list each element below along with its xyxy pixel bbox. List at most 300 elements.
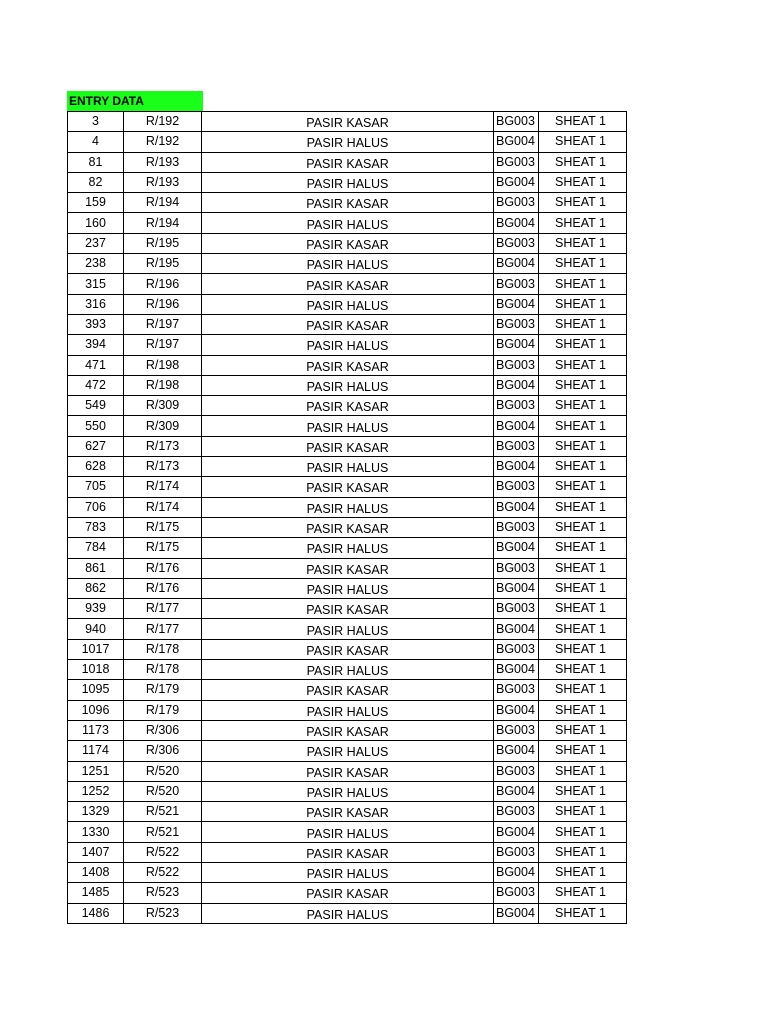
row-number-cell-text: 549 (85, 398, 106, 413)
code-cell[interactable] (494, 497, 539, 517)
reference-cell[interactable] (124, 314, 202, 334)
table-row (68, 781, 627, 801)
sheet-cell[interactable] (539, 396, 627, 416)
code-cell-text: BG003 (496, 560, 535, 575)
sheet-cell[interactable] (539, 294, 627, 314)
sheet-cell-text: SHEAT 1 (555, 215, 606, 230)
sheet-cell[interactable] (539, 436, 627, 456)
row-number-cell[interactable] (68, 375, 124, 395)
reference-cell[interactable] (124, 396, 202, 416)
material-cell[interactable] (202, 538, 494, 558)
code-cell[interactable] (494, 233, 539, 253)
code-cell[interactable] (494, 578, 539, 598)
material-cell-text: PASIR HALUS (306, 867, 389, 882)
reference-cell[interactable] (124, 862, 202, 882)
row-number-cell[interactable] (68, 781, 124, 801)
row-number-cell[interactable] (68, 761, 124, 781)
row-number-cell-text: 550 (85, 418, 106, 433)
reference-cell-text: R/178 (145, 641, 180, 656)
reference-cell-text: R/194 (145, 215, 180, 230)
sheet-cell[interactable] (539, 213, 627, 233)
sheet-cell[interactable] (539, 355, 627, 375)
row-number-cell-text: 861 (85, 560, 106, 575)
sheet-cell[interactable] (539, 680, 627, 700)
code-cell-text: BG003 (496, 154, 535, 169)
material-cell-text: PASIR HALUS (306, 177, 389, 192)
material-cell[interactable] (202, 436, 494, 456)
sheet-cell[interactable] (539, 578, 627, 598)
reference-cell-text: R/197 (145, 317, 180, 332)
reference-cell[interactable] (124, 680, 202, 700)
reference-cell[interactable] (124, 903, 202, 923)
row-number-cell[interactable] (68, 660, 124, 680)
reference-cell-text: R/521 (145, 804, 180, 819)
code-cell-text: BG004 (496, 256, 535, 271)
reference-cell-text: R/196 (145, 296, 180, 311)
row-number-cell[interactable] (68, 193, 124, 213)
row-number-cell[interactable] (68, 335, 124, 355)
code-cell-text: BG003 (496, 438, 535, 453)
reference-cell-text: R/309 (145, 398, 180, 413)
code-cell[interactable] (494, 294, 539, 314)
material-cell-text: PASIR KASAR (306, 400, 389, 415)
code-cell[interactable] (494, 639, 539, 659)
sheet-cell[interactable] (539, 274, 627, 294)
material-cell-text: PASIR KASAR (306, 603, 389, 618)
reference-cell[interactable] (124, 132, 202, 152)
reference-cell[interactable] (124, 517, 202, 537)
code-cell[interactable] (494, 700, 539, 720)
sheet-cell[interactable] (539, 761, 627, 781)
row-number-cell[interactable] (68, 538, 124, 558)
code-cell[interactable] (494, 213, 539, 233)
code-cell[interactable] (494, 335, 539, 355)
reference-cell-text: R/178 (145, 662, 180, 677)
code-cell[interactable] (494, 781, 539, 801)
sheet-cell-text: SHEAT 1 (555, 682, 606, 697)
row-number-cell[interactable] (68, 842, 124, 862)
sheet-cell[interactable] (539, 883, 627, 903)
row-number-cell-text: 472 (85, 378, 106, 392)
reference-cell[interactable] (124, 822, 202, 842)
entry-data-table (67, 111, 627, 924)
sheet-cell-text: SHEAT 1 (555, 296, 606, 311)
reference-cell[interactable] (124, 578, 202, 598)
row-number-cell[interactable] (68, 254, 124, 274)
row-number-cell[interactable] (68, 172, 124, 192)
table-row (68, 132, 627, 152)
sheet-cell[interactable] (539, 802, 627, 822)
table-row (68, 457, 627, 477)
material-cell[interactable] (202, 720, 494, 740)
material-cell[interactable] (202, 660, 494, 680)
row-number-cell[interactable] (68, 883, 124, 903)
row-number-cell[interactable] (68, 416, 124, 436)
sheet-cell[interactable] (539, 660, 627, 680)
row-number-cell[interactable] (68, 436, 124, 456)
material-cell[interactable] (202, 761, 494, 781)
row-number-cell[interactable] (68, 802, 124, 822)
sheet-cell-text: SHEAT 1 (555, 783, 606, 798)
material-cell-text: PASIR HALUS (306, 420, 389, 435)
reference-cell-text: R/197 (145, 337, 180, 352)
code-cell[interactable] (494, 274, 539, 294)
material-cell-text: PASIR HALUS (306, 785, 389, 800)
reference-cell-text: R/521 (145, 824, 180, 839)
material-cell[interactable] (202, 700, 494, 720)
reference-cell-text: R/520 (145, 783, 180, 798)
sheet-cell[interactable] (539, 720, 627, 740)
row-number-cell[interactable] (68, 314, 124, 334)
sheet-cell[interactable] (539, 112, 627, 132)
sheet-cell-text: SHEAT 1 (555, 134, 606, 149)
table-row (68, 660, 627, 680)
material-cell[interactable] (202, 294, 494, 314)
sheet-cell[interactable] (539, 619, 627, 639)
row-number-cell-text: 394 (85, 337, 106, 352)
row-number-cell[interactable] (68, 294, 124, 314)
sheet-cell[interactable] (539, 517, 627, 537)
sheet-cell[interactable] (539, 842, 627, 862)
material-cell[interactable] (202, 375, 494, 395)
reference-cell[interactable] (124, 294, 202, 314)
table-row (68, 517, 627, 537)
code-cell[interactable] (494, 152, 539, 172)
reference-cell[interactable] (124, 781, 202, 801)
row-number-cell[interactable] (68, 152, 124, 172)
sheet-cell-text: SHEAT 1 (555, 520, 606, 535)
row-number-cell[interactable] (68, 457, 124, 477)
reference-cell[interactable] (124, 599, 202, 619)
table-row (68, 883, 627, 903)
material-cell[interactable] (202, 619, 494, 639)
material-cell[interactable] (202, 883, 494, 903)
code-cell[interactable] (494, 599, 539, 619)
material-cell-text: PASIR HALUS (306, 704, 389, 719)
material-cell-text: PASIR KASAR (306, 319, 389, 334)
reference-cell-text: R/523 (145, 885, 180, 900)
code-cell[interactable] (494, 477, 539, 497)
row-number-cell[interactable] (68, 213, 124, 233)
reference-cell-text: R/520 (145, 763, 180, 778)
sheet-cell[interactable] (539, 639, 627, 659)
reference-cell[interactable] (124, 842, 202, 862)
reference-cell[interactable] (124, 660, 202, 680)
row-number-cell[interactable] (68, 903, 124, 923)
row-number-cell[interactable] (68, 822, 124, 842)
sheet-cell[interactable] (539, 741, 627, 761)
sheet-cell[interactable] (539, 599, 627, 619)
reference-cell[interactable] (124, 639, 202, 659)
reference-cell[interactable] (124, 457, 202, 477)
material-cell[interactable] (202, 233, 494, 253)
sheet-cell-text: SHEAT 1 (555, 337, 606, 352)
table-row (68, 720, 627, 740)
sheet-cell-text: SHEAT 1 (555, 398, 606, 413)
material-cell-text: PASIR KASAR (306, 481, 389, 496)
reference-cell[interactable] (124, 477, 202, 497)
row-number-cell[interactable] (68, 578, 124, 598)
code-cell[interactable] (494, 741, 539, 761)
code-cell[interactable] (494, 802, 539, 822)
row-number-cell[interactable] (68, 619, 124, 639)
code-cell-text: BG003 (496, 317, 535, 332)
reference-cell[interactable] (124, 720, 202, 740)
code-cell[interactable] (494, 112, 539, 132)
material-cell[interactable] (202, 822, 494, 842)
reference-cell[interactable] (124, 375, 202, 395)
material-cell-text: PASIR HALUS (306, 582, 389, 597)
code-cell[interactable] (494, 660, 539, 680)
sheet-cell-text: SHEAT 1 (555, 317, 606, 332)
row-number-cell[interactable] (68, 558, 124, 578)
material-cell[interactable] (202, 599, 494, 619)
material-cell[interactable] (202, 152, 494, 172)
material-cell[interactable] (202, 213, 494, 233)
material-cell[interactable] (202, 396, 494, 416)
code-cell[interactable] (494, 172, 539, 192)
sheet-cell[interactable] (539, 457, 627, 477)
code-cell[interactable] (494, 680, 539, 700)
table-row (68, 578, 627, 598)
table-row (68, 700, 627, 720)
sheet-cell[interactable] (539, 477, 627, 497)
sheet-cell-text: SHEAT 1 (555, 844, 606, 859)
sheet-cell-text: SHEAT 1 (555, 560, 606, 575)
material-cell[interactable] (202, 457, 494, 477)
material-cell[interactable] (202, 842, 494, 862)
sheet-cell[interactable] (539, 700, 627, 720)
material-cell[interactable] (202, 497, 494, 517)
material-cell-text: PASIR HALUS (306, 907, 389, 922)
reference-cell[interactable] (124, 761, 202, 781)
material-cell[interactable] (202, 335, 494, 355)
row-number-cell[interactable] (68, 477, 124, 497)
sheet-cell[interactable] (539, 152, 627, 172)
code-cell-text: BG003 (496, 844, 535, 859)
material-cell[interactable] (202, 132, 494, 152)
code-cell[interactable] (494, 314, 539, 334)
code-cell[interactable] (494, 517, 539, 537)
code-cell[interactable] (494, 903, 539, 923)
material-cell-text: PASIR HALUS (306, 217, 389, 232)
sheet-cell[interactable] (539, 416, 627, 436)
sheet-cell[interactable] (539, 233, 627, 253)
material-cell[interactable] (202, 172, 494, 192)
row-number-cell-text: 1174 (82, 743, 109, 758)
reference-cell[interactable] (124, 233, 202, 253)
sheet-cell[interactable] (539, 375, 627, 395)
table-row (68, 335, 627, 355)
material-cell[interactable] (202, 254, 494, 274)
material-cell[interactable] (202, 639, 494, 659)
row-number-cell-text: 1252 (81, 783, 110, 798)
row-number-cell[interactable] (68, 112, 124, 132)
material-cell[interactable] (202, 314, 494, 334)
sheet-cell[interactable] (539, 862, 627, 882)
code-cell[interactable] (494, 457, 539, 477)
material-cell[interactable] (202, 517, 494, 537)
code-cell-text: BG004 (496, 540, 535, 555)
sheet-cell-text: SHEAT 1 (555, 824, 606, 839)
reference-cell[interactable] (124, 436, 202, 456)
reference-cell-text: R/192 (145, 114, 180, 129)
row-number-cell[interactable] (68, 497, 124, 517)
sheet-cell-text: SHEAT 1 (555, 276, 606, 291)
code-cell[interactable] (494, 355, 539, 375)
sheet-cell[interactable] (539, 335, 627, 355)
code-cell[interactable] (494, 132, 539, 152)
code-cell[interactable] (494, 436, 539, 456)
reference-cell-text: R/194 (145, 195, 180, 210)
code-cell[interactable] (494, 254, 539, 274)
row-number-cell[interactable] (68, 274, 124, 294)
row-number-cell[interactable] (68, 517, 124, 537)
material-cell[interactable] (202, 741, 494, 761)
sheet-cell[interactable] (539, 781, 627, 801)
sheet-cell[interactable] (539, 558, 627, 578)
reference-cell[interactable] (124, 497, 202, 517)
sheet-cell[interactable] (539, 254, 627, 274)
sheet-cell-text: SHEAT 1 (555, 235, 606, 250)
reference-cell[interactable] (124, 213, 202, 233)
code-cell[interactable] (494, 761, 539, 781)
row-number-cell-text: 940 (85, 621, 106, 636)
code-cell-text: BG004 (496, 499, 535, 514)
material-cell[interactable] (202, 781, 494, 801)
code-cell[interactable] (494, 375, 539, 395)
code-cell-text: BG004 (496, 175, 535, 190)
reference-cell[interactable] (124, 802, 202, 822)
sheet-cell-text: SHEAT 1 (555, 175, 606, 190)
material-cell[interactable] (202, 862, 494, 882)
material-cell-text: PASIR KASAR (306, 359, 389, 374)
reference-cell[interactable] (124, 619, 202, 639)
sheet-cell[interactable] (539, 497, 627, 517)
reference-cell[interactable] (124, 538, 202, 558)
row-number-cell[interactable] (68, 720, 124, 740)
reference-cell[interactable] (124, 700, 202, 720)
row-number-cell[interactable] (68, 862, 124, 882)
material-cell[interactable] (202, 680, 494, 700)
material-cell-text: PASIR KASAR (306, 846, 389, 861)
row-number-cell-text: 862 (85, 580, 106, 595)
sheet-cell[interactable] (539, 314, 627, 334)
table-row (68, 903, 627, 923)
sheet-cell-text: SHEAT 1 (555, 114, 606, 129)
code-cell[interactable] (494, 862, 539, 882)
code-cell[interactable] (494, 416, 539, 436)
sheet-cell[interactable] (539, 538, 627, 558)
table-row (68, 822, 627, 842)
code-cell[interactable] (494, 883, 539, 903)
code-cell[interactable] (494, 396, 539, 416)
code-cell[interactable] (494, 193, 539, 213)
material-cell[interactable] (202, 193, 494, 213)
entry-data-body (68, 112, 627, 924)
sheet-cell[interactable] (539, 132, 627, 152)
material-cell[interactable] (202, 274, 494, 294)
sheet-cell-text: SHEAT 1 (555, 743, 606, 758)
reference-cell[interactable] (124, 112, 202, 132)
material-cell-text: PASIR KASAR (306, 887, 389, 902)
reference-cell[interactable] (124, 558, 202, 578)
reference-cell[interactable] (124, 172, 202, 192)
sheet-cell[interactable] (539, 903, 627, 923)
row-number-cell[interactable] (68, 639, 124, 659)
row-number-cell-text: 1408 (81, 865, 110, 880)
row-number-cell[interactable] (68, 396, 124, 416)
row-number-cell[interactable] (68, 599, 124, 619)
material-cell-text: PASIR KASAR (306, 156, 389, 171)
row-number-cell[interactable] (68, 233, 124, 253)
table-row (68, 274, 627, 294)
code-cell-text: BG004 (496, 337, 535, 352)
reference-cell[interactable] (124, 274, 202, 294)
code-cell[interactable] (494, 619, 539, 639)
sheet-cell-text: SHEAT 1 (555, 540, 606, 555)
row-number-cell[interactable] (68, 355, 124, 375)
material-cell[interactable] (202, 903, 494, 923)
sheet-cell[interactable] (539, 193, 627, 213)
reference-cell[interactable] (124, 335, 202, 355)
row-number-cell[interactable] (68, 132, 124, 152)
code-cell[interactable] (494, 720, 539, 740)
reference-cell[interactable] (124, 193, 202, 213)
material-cell[interactable] (202, 112, 494, 132)
code-cell-text: BG003 (496, 276, 535, 291)
reference-cell-text: R/309 (145, 418, 180, 433)
reference-cell-text: R/193 (145, 175, 180, 190)
sheet-cell-text: SHEAT 1 (555, 662, 606, 677)
code-cell[interactable] (494, 842, 539, 862)
table-row (68, 599, 627, 619)
material-cell[interactable] (202, 355, 494, 375)
row-number-cell-text: 939 (85, 601, 106, 616)
reference-cell[interactable] (124, 416, 202, 436)
reference-cell[interactable] (124, 883, 202, 903)
material-cell-text: PASIR KASAR (306, 562, 389, 577)
sheet-cell-text: SHEAT 1 (555, 256, 606, 271)
material-cell[interactable] (202, 578, 494, 598)
sheet-cell-text: SHEAT 1 (555, 378, 606, 392)
code-cell[interactable] (494, 822, 539, 842)
sheet-cell[interactable] (539, 822, 627, 842)
sheet-cell-text: SHEAT 1 (555, 601, 606, 616)
reference-cell[interactable] (124, 355, 202, 375)
reference-cell[interactable] (124, 254, 202, 274)
code-cell[interactable] (494, 558, 539, 578)
material-cell[interactable] (202, 802, 494, 822)
row-number-cell-text: 1329 (81, 804, 110, 819)
row-number-cell[interactable] (68, 680, 124, 700)
material-cell[interactable] (202, 477, 494, 497)
row-number-cell[interactable] (68, 700, 124, 720)
material-cell[interactable] (202, 416, 494, 436)
reference-cell-text: R/176 (145, 560, 180, 575)
reference-cell[interactable] (124, 741, 202, 761)
reference-cell[interactable] (124, 152, 202, 172)
code-cell[interactable] (494, 538, 539, 558)
row-number-cell[interactable] (68, 741, 124, 761)
material-cell[interactable] (202, 558, 494, 578)
entry-data-header[interactable]: ENTRY DATA (67, 91, 203, 111)
sheet-cell[interactable] (539, 172, 627, 192)
code-cell-text: BG004 (496, 134, 535, 149)
table-row (68, 375, 627, 395)
reference-cell-text: R/175 (145, 540, 180, 555)
sheet-cell-text: SHEAT 1 (555, 580, 606, 595)
